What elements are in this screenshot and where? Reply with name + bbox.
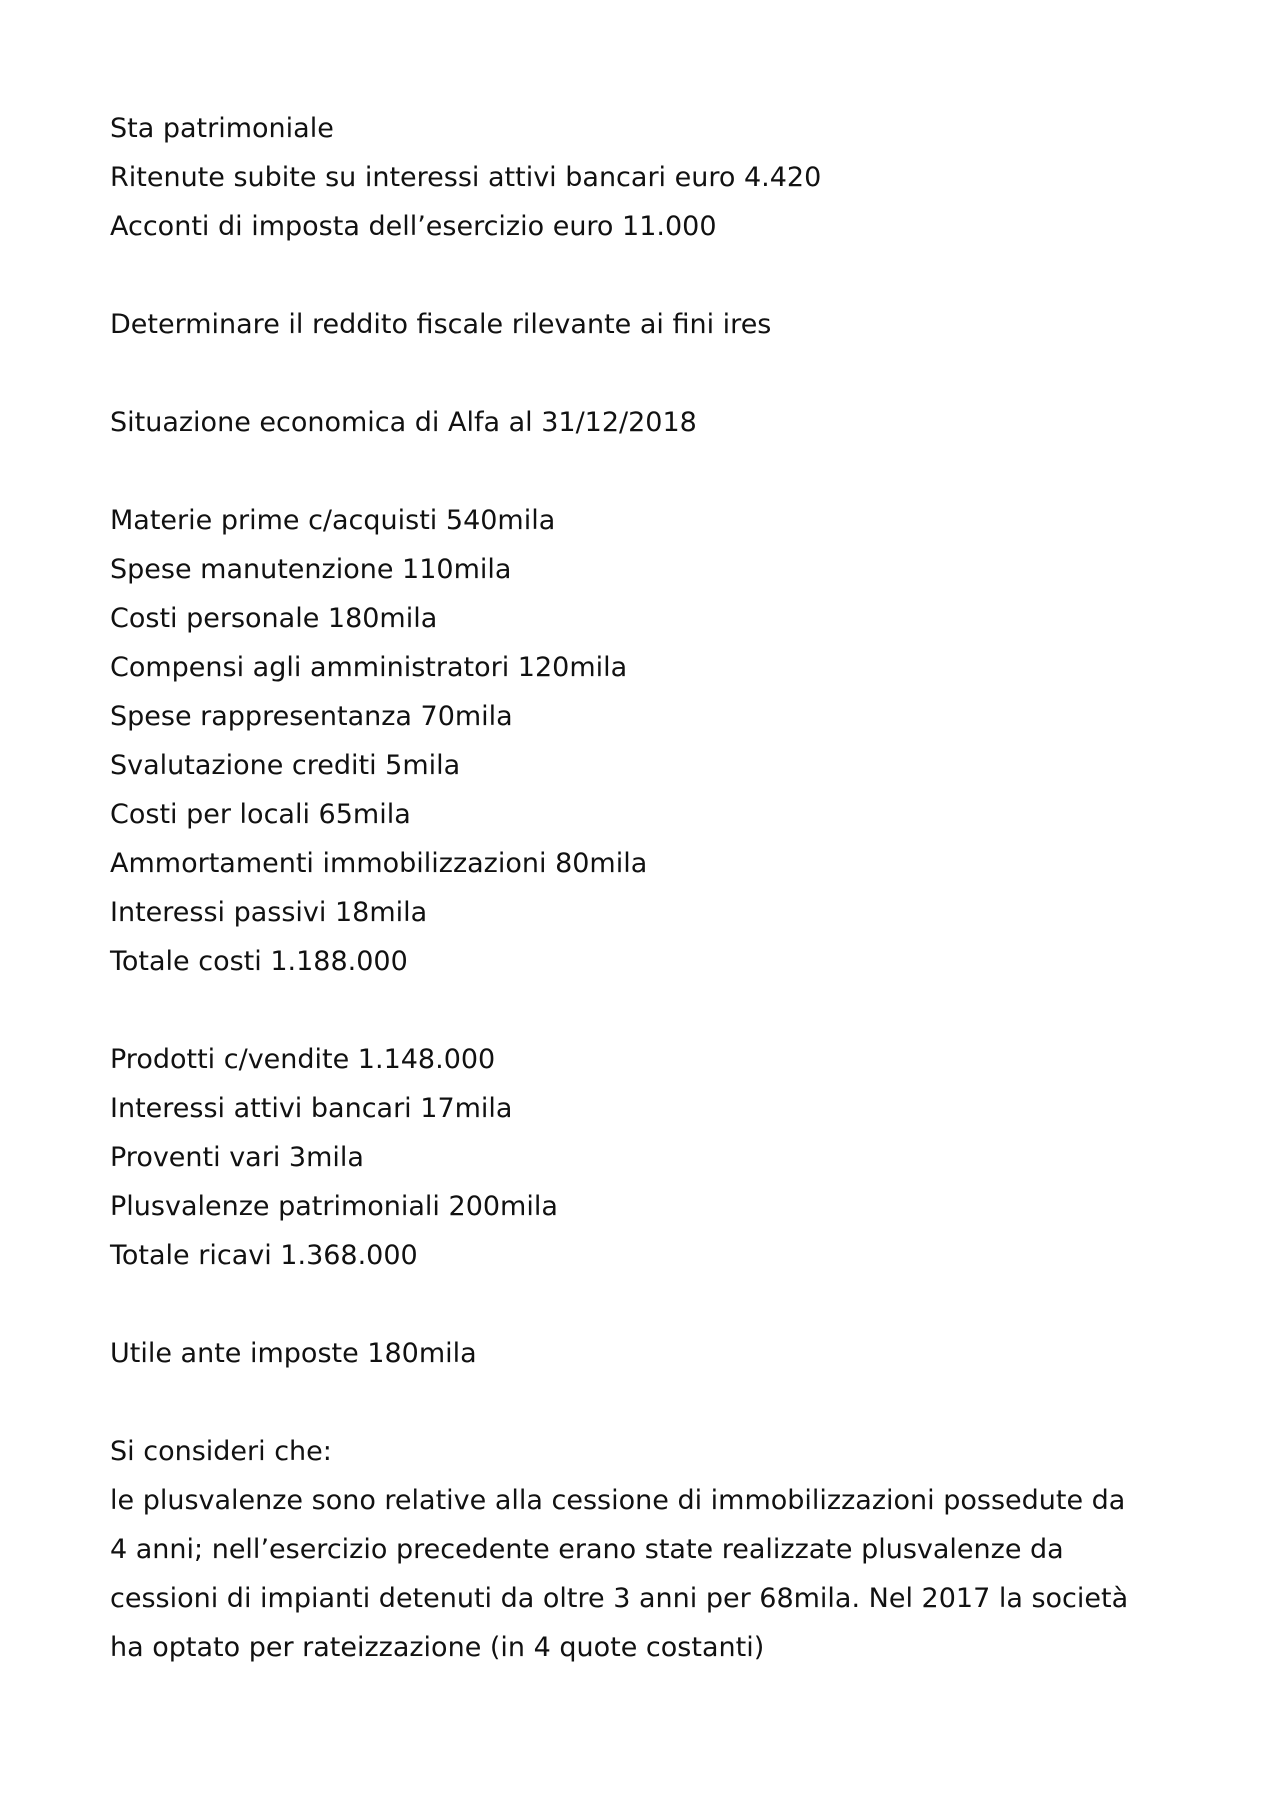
revenue-item: Proventi vari 3mila <box>110 1142 364 1173</box>
considerations-line: ha optato per rateizzazione (in 4 quote costanti) <box>110 1632 765 1663</box>
profit-line: Utile ante imposte 180mila <box>110 1338 477 1369</box>
cost-item: Interessi passivi 18mila <box>110 897 428 928</box>
blank-line <box>110 251 1190 300</box>
balance-sheet-line: Ritenute subite su interessi attivi bancari euro 4.420 <box>110 162 822 193</box>
blank-line <box>110 447 1190 496</box>
cost-item: Ammortamenti immobilizzazioni 80mila <box>110 848 648 879</box>
revenue-total: Totale ricavi 1.368.000 <box>110 1240 418 1271</box>
balance-sheet-title: Sta patrimoniale <box>110 113 334 144</box>
cost-item: Compensi agli amministratori 120mila <box>110 652 628 683</box>
cost-total: Totale costi 1.188.000 <box>110 946 408 977</box>
cost-item: Spese manutenzione 110mila <box>110 554 512 585</box>
cost-item: Spese rappresentanza 70mila <box>110 701 513 732</box>
considerations-line: 4 anni; nell’esercizio precedente erano state realizzate plusvalenze da <box>110 1534 1064 1565</box>
situation-title: Situazione economica di Alfa al 31/12/2018 <box>110 407 697 438</box>
blank-line <box>110 986 1190 1035</box>
cost-item: Costi personale 180mila <box>110 603 438 634</box>
balance-sheet-line: Acconti di imposta dell’esercizio euro 11.000 <box>110 211 717 242</box>
cost-item: Costi per locali 65mila <box>110 799 411 830</box>
revenue-item: Plusvalenze patrimoniali 200mila <box>110 1191 558 1222</box>
considerations-line: le plusvalenze sono relative alla cessione di immobilizzazioni possedute da <box>110 1485 1126 1516</box>
considerations-line: cessioni di impianti detenuti da oltre 3 anni per 68mila. Nel 2017 la società <box>110 1583 1129 1614</box>
blank-line <box>110 1280 1190 1329</box>
blank-line <box>110 1378 1190 1427</box>
considerations-title: Si consideri che: <box>110 1436 332 1467</box>
cost-item: Materie prime c/acquisti 540mila <box>110 505 556 536</box>
cost-item: Svalutazione crediti 5mila <box>110 750 461 781</box>
blank-line <box>110 349 1190 398</box>
revenue-item: Interessi attivi bancari 17mila <box>110 1093 513 1124</box>
task-statement: Determinare il reddito fiscale rilevante ai fini ires <box>110 309 772 340</box>
revenue-item: Prodotti c/vendite 1.148.000 <box>110 1044 496 1075</box>
document-content <box>110 104 1190 1672</box>
